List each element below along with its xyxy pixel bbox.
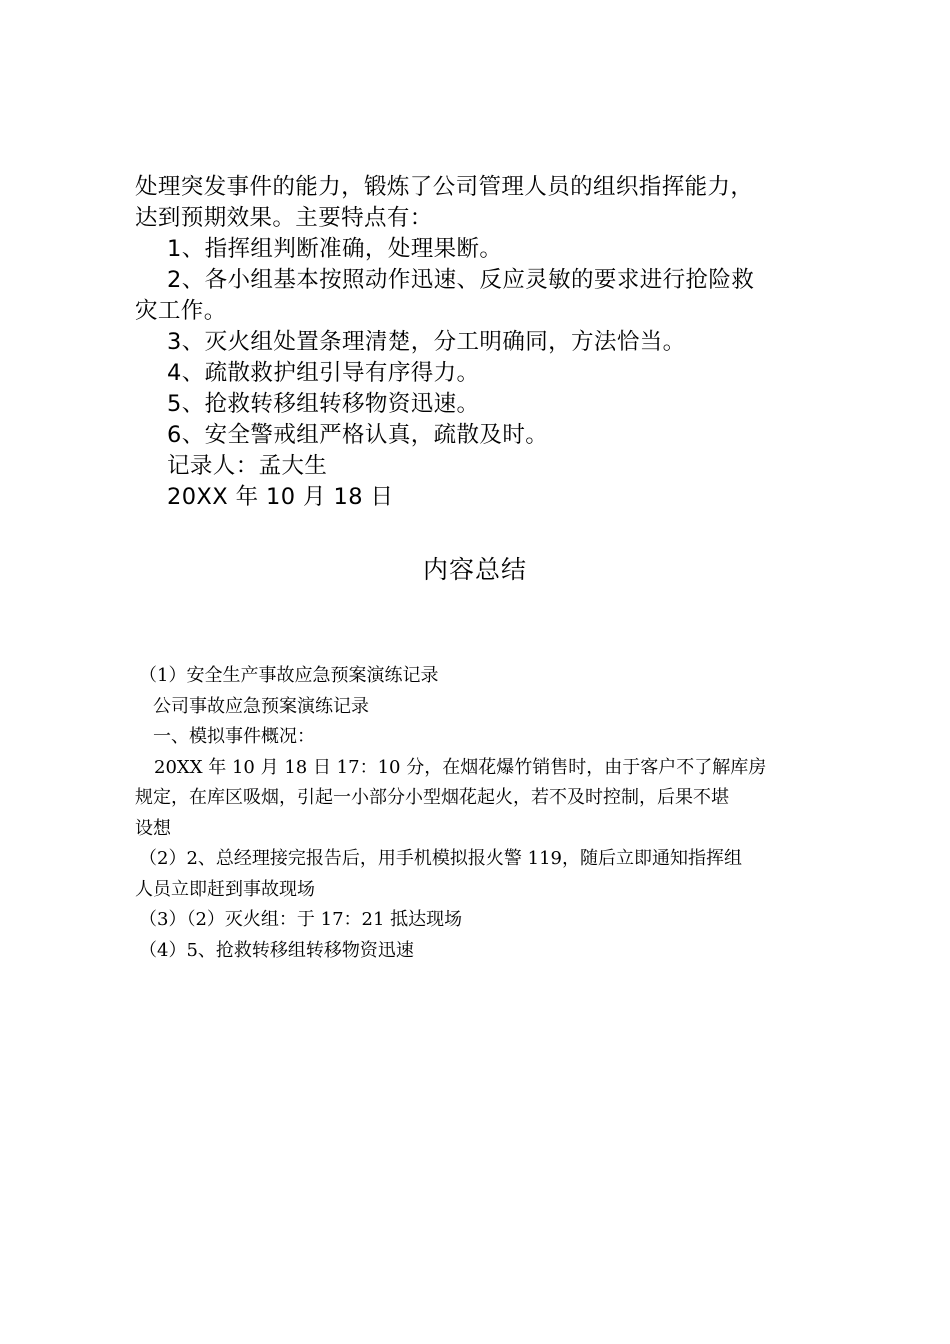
summary-line: 公司事故应急预案演练记录 bbox=[153, 695, 369, 717]
summary-line: （2）2、总经理接完报告后，用手机模拟报火警 119，随后立即通知指挥组 bbox=[139, 848, 742, 869]
summary-line: 20XX 年 10 月 18 日 17：10 分，在烟花爆竹销售时，由于客户不了解库房 bbox=[154, 756, 767, 778]
feature-item-1: 1、指挥组判断准确，处理果断。 bbox=[167, 236, 503, 262]
summary-line: （1）安全生产事故应急预案演练记录 bbox=[139, 665, 439, 686]
summary-title: 内容总结 bbox=[422, 555, 527, 584]
feature-item-4: 4、疏散救护组引导有序得力。 bbox=[167, 360, 480, 386]
recorder-line: 记录人：孟大生 bbox=[167, 453, 328, 479]
summary-line: （3）（2）灭火组：于 17：21 抵达现场 bbox=[139, 909, 463, 930]
feature-item-3: 3、灭火组处置条理清楚，分工明确同，方法恰当。 bbox=[167, 329, 686, 355]
summary-line: 设想 bbox=[135, 817, 171, 839]
summary-line: （4）5、抢救转移组转移物资迅速 bbox=[139, 939, 414, 961]
paragraph-line: 达到预期效果。主要特点有： bbox=[135, 205, 433, 231]
drill-evaluation-section bbox=[135, 172, 835, 513]
feature-item-5: 5、抢救转移组转移物资迅速。 bbox=[167, 391, 480, 417]
summary-section bbox=[135, 661, 835, 966]
feature-item-6: 6、安全警戒组严格认真，疏散及时。 bbox=[167, 422, 549, 448]
summary-line: 人员立即赶到事故现场 bbox=[135, 878, 315, 900]
summary-line: 规定，在库区吸烟，引起一小部分小型烟花起火，若不及时控制，后果不堪 bbox=[135, 787, 729, 808]
summary-line: 一、模拟事件概况： bbox=[153, 726, 315, 747]
feature-item-2-continuation: 灾工作。 bbox=[135, 298, 227, 324]
feature-item-2: 2、各小组基本按照动作迅速、反应灵敏的要求进行抢险救 bbox=[167, 267, 755, 293]
date-line: 20XX 年 10 月 18 日 bbox=[167, 484, 394, 510]
paragraph-line: 处理突发事件的能力，锻炼了公司管理人员的组织指挥能力， bbox=[135, 174, 754, 200]
